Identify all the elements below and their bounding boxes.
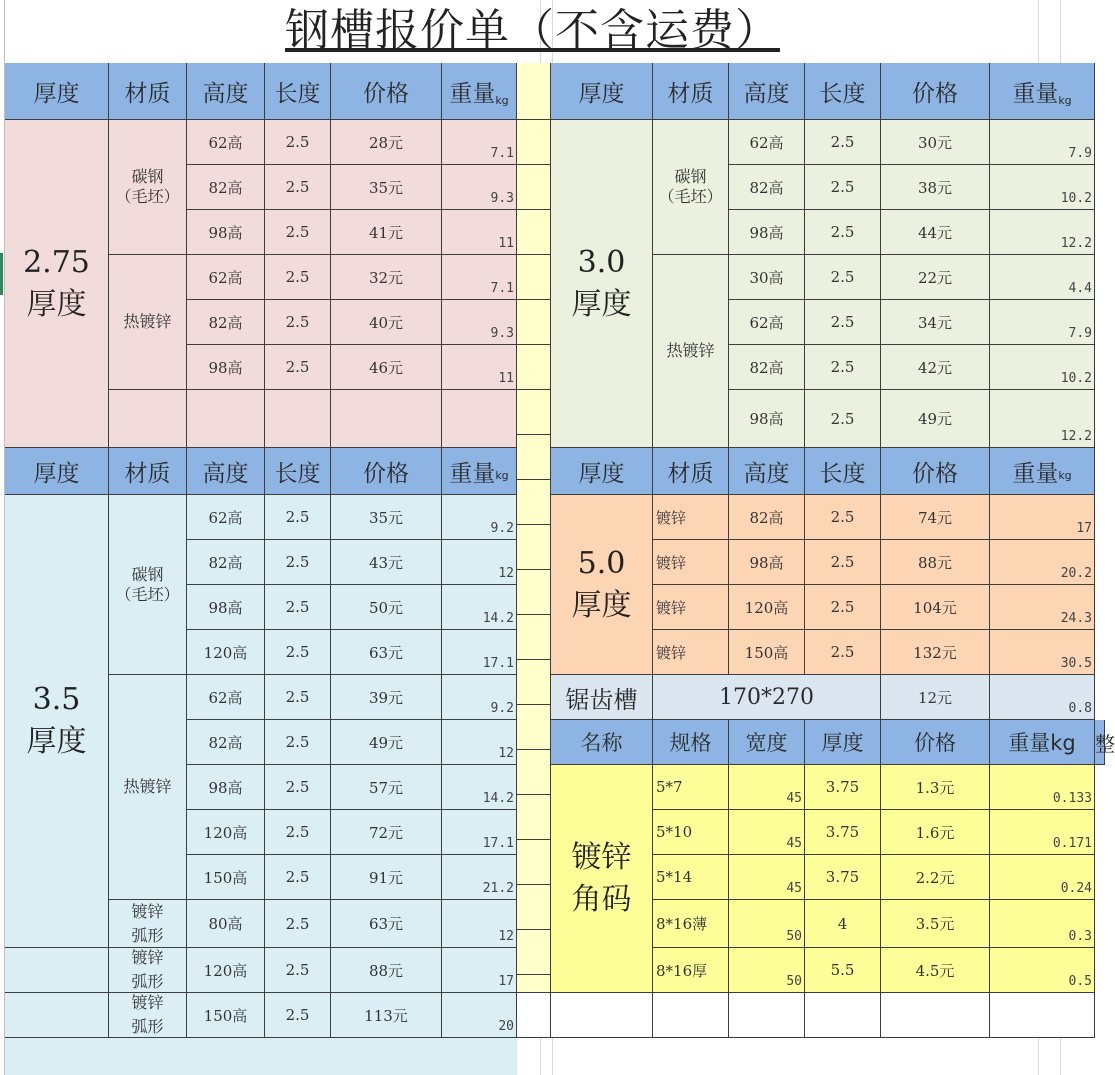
price-cell[interactable]: 42元 — [881, 345, 990, 390]
height-cell[interactable]: 62高 — [729, 300, 805, 345]
length-cell[interactable]: 2.5 — [265, 810, 331, 855]
material-cell[interactable]: 镀锌 弧形 — [109, 900, 187, 948]
price-cell[interactable]: 35元 — [331, 165, 442, 210]
weight-cell[interactable]: 24.3 — [990, 585, 1095, 630]
header-name[interactable]: 名称 — [551, 720, 653, 765]
header-weight[interactable] — [442, 448, 517, 495]
separator-gridline — [517, 479, 551, 480]
weight-cell[interactable]: 12.2 — [990, 390, 1095, 448]
header-height[interactable]: 高度 — [187, 448, 265, 495]
weight-cell[interactable]: 30.5 — [990, 630, 1095, 675]
height-cell[interactable]: 150高 — [729, 630, 805, 675]
length-cell[interactable]: 2.5 — [805, 210, 881, 255]
length-cell[interactable]: 2.5 — [265, 210, 331, 255]
height-cell[interactable]: 82高 — [187, 720, 265, 765]
price-cell[interactable]: 12元 — [881, 675, 990, 720]
separator-gridline — [517, 569, 551, 570]
height-cell[interactable]: 62高 — [187, 120, 265, 165]
spec-cell[interactable]: 5*14 — [653, 855, 729, 900]
header-weight_kg[interactable]: 重量kg — [990, 720, 1095, 765]
header-weight[interactable] — [990, 63, 1095, 120]
weight-cell[interactable]: 0.5 — [990, 948, 1095, 993]
header-weight-unit: kg — [1058, 94, 1072, 107]
price-cell[interactable]: 38元 — [881, 165, 990, 210]
weight-cell[interactable]: 7.1 — [442, 120, 517, 165]
sheet-title: 钢槽报价单（不含运费） — [285, 5, 780, 56]
height-cell[interactable]: 30高 — [729, 255, 805, 300]
weight-cell[interactable]: 17.1 — [442, 630, 517, 675]
material-cell[interactable]: 热镀锌 — [109, 255, 187, 390]
length-cell[interactable]: 2.5 — [265, 495, 331, 540]
weight-cell[interactable]: 10.2 — [990, 345, 1095, 390]
blue-fill-area — [5, 1038, 517, 1075]
length-cell[interactable]: 2.5 — [805, 165, 881, 210]
width-cell[interactable]: 45 — [729, 765, 805, 810]
header-length[interactable]: 长度 — [265, 63, 331, 120]
weight-cell[interactable]: 4.4 — [990, 255, 1095, 300]
price-cell[interactable]: 39元 — [331, 675, 442, 720]
header-length[interactable]: 长度 — [265, 448, 331, 495]
sawtooth-spec[interactable]: 170*270 — [653, 675, 881, 720]
price-cell[interactable]: 32元 — [331, 255, 442, 300]
header-width[interactable]: 宽度 — [729, 720, 805, 765]
separator-gridline — [517, 884, 551, 885]
price-cell[interactable]: 63元 — [331, 630, 442, 675]
weight-cell[interactable]: 0.8 — [990, 675, 1095, 720]
thickness-5-0[interactable]: 5.0 厚度 — [551, 495, 653, 675]
weight-cell[interactable]: 20.2 — [990, 540, 1095, 585]
separator-gridline — [517, 614, 551, 615]
header-height[interactable]: 高度 — [729, 63, 805, 120]
weight-cell[interactable]: 12 — [442, 540, 517, 585]
height-cell[interactable]: 120高 — [187, 948, 265, 993]
header-thickness[interactable]: 厚度 — [805, 720, 881, 765]
length-cell[interactable]: 2.5 — [265, 255, 331, 300]
separator-gridline — [517, 929, 551, 930]
width-cell[interactable]: 50 — [729, 900, 805, 948]
height-cell[interactable]: 80高 — [187, 900, 265, 948]
length-cell[interactable]: 2.5 — [805, 630, 881, 675]
price-cell[interactable]: 88元 — [331, 948, 442, 993]
length-cell[interactable]: 2.5 — [265, 765, 331, 810]
length-cell[interactable]: 2.5 — [265, 165, 331, 210]
spec-cell[interactable]: 5*10 — [653, 810, 729, 855]
price-cell[interactable]: 4.5元 — [881, 948, 990, 993]
price-cell[interactable]: 43元 — [331, 540, 442, 585]
weight-cell[interactable]: 7.9 — [990, 120, 1095, 165]
length-cell[interactable]: 2.5 — [805, 120, 881, 165]
price-cell[interactable]: 91元 — [331, 855, 442, 900]
header-weight-unit: kg — [495, 94, 509, 107]
thickness-cell[interactable]: 4 — [805, 900, 881, 948]
header-price[interactable]: 价格 — [881, 448, 990, 495]
material-cell[interactable]: 镀锌 — [653, 630, 729, 675]
weight-cell[interactable]: 12 — [442, 900, 517, 948]
header-price[interactable]: 价格 — [881, 720, 990, 765]
corner-bracket-name[interactable]: 镀锌 角码 — [551, 765, 653, 993]
empty-cell[interactable] — [551, 993, 653, 1038]
weight-cell[interactable]: 7.9 — [990, 300, 1095, 345]
length-cell[interactable]: 2.5 — [265, 585, 331, 630]
width-cell[interactable]: 45 — [729, 855, 805, 900]
weight-cell[interactable]: 11 — [442, 345, 517, 390]
header-material[interactable]: 材质 — [653, 63, 729, 120]
length-cell[interactable]: 2.5 — [805, 540, 881, 585]
weight-cell[interactable]: 9.3 — [442, 300, 517, 345]
separator-gridline — [517, 119, 551, 120]
header-weight[interactable] — [990, 448, 1095, 495]
weight-cell[interactable]: 20 — [442, 993, 517, 1038]
price-cell[interactable]: 104元 — [881, 585, 990, 630]
height-cell[interactable]: 150高 — [187, 855, 265, 900]
price-cell[interactable]: 22元 — [881, 255, 990, 300]
material-cell[interactable]: 镀锌 弧形 — [109, 993, 187, 1038]
price-cell[interactable]: 1.3元 — [881, 765, 990, 810]
height-cell[interactable]: 120高 — [187, 810, 265, 855]
separator-gridline — [517, 974, 551, 975]
header-weight-label: 重量 — [1012, 80, 1059, 107]
separator-gridline — [517, 209, 551, 210]
price-cell[interactable]: 1.6元 — [881, 810, 990, 855]
separator-column[interactable] — [517, 63, 551, 993]
empty-cell[interactable] — [442, 390, 517, 448]
weight-cell[interactable]: 9.2 — [442, 675, 517, 720]
weight-cell[interactable]: 17 — [990, 495, 1095, 540]
material-cell[interactable]: 热镀锌 — [653, 255, 729, 448]
header-weight[interactable] — [442, 63, 517, 120]
length-cell[interactable]: 2.5 — [265, 120, 331, 165]
empty-cell[interactable] — [990, 993, 1095, 1038]
length-cell[interactable]: 2.5 — [805, 300, 881, 345]
thickness-cell[interactable]: 3.75 — [805, 810, 881, 855]
weight-cell[interactable]: 7.1 — [442, 255, 517, 300]
separator-gridline — [517, 254, 551, 255]
empty-cell[interactable] — [805, 993, 881, 1038]
price-cell[interactable]: 2.2元 — [881, 855, 990, 900]
height-cell[interactable]: 98高 — [187, 585, 265, 630]
separator-gridline — [517, 749, 551, 750]
price-cell[interactable]: 74元 — [881, 495, 990, 540]
length-cell[interactable]: 2.5 — [805, 345, 881, 390]
material-cell[interactable]: 镀锌 — [653, 540, 729, 585]
empty-cell[interactable] — [265, 390, 331, 448]
separator-gridline — [517, 659, 551, 660]
length-cell[interactable]: 2.5 — [265, 300, 331, 345]
empty-cell[interactable] — [331, 390, 442, 448]
material-cell[interactable]: 碳钢 （毛坯） — [653, 120, 729, 255]
spec-cell[interactable]: 8*16厚 — [653, 948, 729, 993]
empty-cell[interactable] — [729, 993, 805, 1038]
weight-cell[interactable]: 10.2 — [990, 165, 1095, 210]
header-weight-unit: kg — [495, 469, 509, 482]
material-cell[interactable]: 镀锌 — [653, 585, 729, 630]
header-weight-label: 重量 — [449, 460, 496, 487]
weight-cell[interactable]: 0.24 — [990, 855, 1095, 900]
height-cell[interactable]: 62高 — [187, 495, 265, 540]
header-height[interactable]: 高度 — [729, 448, 805, 495]
price-cell[interactable]: 113元 — [331, 993, 442, 1038]
spec-cell[interactable]: 8*16薄 — [653, 900, 729, 948]
header-weight-unit: kg — [1058, 469, 1072, 482]
price-cell[interactable]: 132元 — [881, 630, 990, 675]
price-cell[interactable]: 88元 — [881, 540, 990, 585]
separator-gridline — [517, 344, 551, 345]
header-thickness[interactable]: 厚度 — [551, 63, 653, 120]
height-cell[interactable]: 120高 — [187, 630, 265, 675]
weight-cell[interactable]: 14.2 — [442, 765, 517, 810]
height-cell[interactable]: 98高 — [187, 765, 265, 810]
length-cell[interactable]: 2.5 — [265, 900, 331, 948]
price-cell[interactable]: 57元 — [331, 765, 442, 810]
empty-cell[interactable] — [653, 993, 729, 1038]
height-cell[interactable]: 98高 — [729, 210, 805, 255]
price-cell[interactable]: 3.5元 — [881, 900, 990, 948]
header-price[interactable]: 价格 — [331, 448, 442, 495]
cell-selection-marker — [0, 253, 3, 295]
price-cell[interactable]: 63元 — [331, 900, 442, 948]
height-cell[interactable]: 82高 — [187, 300, 265, 345]
price-cell[interactable]: 49元 — [331, 720, 442, 765]
header-price[interactable]: 价格 — [881, 63, 990, 120]
header-material[interactable]: 材质 — [109, 63, 187, 120]
height-cell[interactable]: 82高 — [187, 165, 265, 210]
separator-gridline — [517, 704, 551, 705]
header-height[interactable]: 高度 — [187, 63, 265, 120]
thickness-2-75[interactable]: 2.75 厚度 — [5, 120, 109, 448]
weight-cell[interactable]: 17.1 — [442, 810, 517, 855]
height-cell[interactable]: 82高 — [729, 345, 805, 390]
header-thickness[interactable]: 厚度 — [5, 448, 109, 495]
price-cell[interactable]: 40元 — [331, 300, 442, 345]
header-material[interactable]: 材质 — [109, 448, 187, 495]
price-cell[interactable]: 50元 — [331, 585, 442, 630]
length-cell[interactable]: 2.5 — [805, 585, 881, 630]
header-weight-label: 重量 — [449, 80, 496, 107]
empty-cell[interactable] — [187, 390, 265, 448]
material-cell[interactable]: 热镀锌 — [109, 675, 187, 900]
length-cell[interactable]: 2.5 — [265, 855, 331, 900]
header-material[interactable]: 材质 — [653, 448, 729, 495]
header-length[interactable]: 长度 — [805, 63, 881, 120]
width-cell[interactable]: 50 — [729, 948, 805, 993]
material-cell[interactable]: 镀锌 — [653, 495, 729, 540]
height-cell[interactable]: 62高 — [187, 255, 265, 300]
price-cell[interactable]: 28元 — [331, 120, 442, 165]
separator-gridline — [517, 299, 551, 300]
separator-gridline — [517, 794, 551, 795]
price-cell[interactable]: 30元 — [881, 120, 990, 165]
spec-cell[interactable]: 5*7 — [653, 765, 729, 810]
sawtooth-name[interactable]: 锯齿槽 — [551, 675, 653, 720]
height-cell[interactable]: 150高 — [187, 993, 265, 1038]
material-cell[interactable]: 碳钢 （毛坯） — [109, 495, 187, 675]
price-cell[interactable]: 41元 — [331, 210, 442, 255]
weight-cell[interactable]: 0.133 — [990, 765, 1095, 810]
weight-cell[interactable]: 9.2 — [442, 495, 517, 540]
price-cell[interactable]: 44元 — [881, 210, 990, 255]
header-length[interactable]: 长度 — [805, 448, 881, 495]
weight-cell[interactable]: 11 — [442, 210, 517, 255]
height-cell[interactable]: 98高 — [187, 345, 265, 390]
height-cell[interactable]: 62高 — [187, 675, 265, 720]
height-cell[interactable]: 120高 — [729, 585, 805, 630]
length-cell[interactable]: 2.5 — [265, 675, 331, 720]
thickness-cell[interactable]: 3.75 — [805, 855, 881, 900]
thickness-3-5[interactable]: 3.5 厚度 — [5, 495, 109, 948]
weight-cell[interactable]: 14.2 — [442, 585, 517, 630]
separator-gridline — [517, 434, 551, 435]
length-cell[interactable]: 2.5 — [265, 720, 331, 765]
price-cell[interactable]: 35元 — [331, 495, 442, 540]
weight-cell[interactable]: 12 — [442, 720, 517, 765]
length-cell[interactable]: 2.5 — [805, 255, 881, 300]
thickness-cell[interactable]: 3.75 — [805, 765, 881, 810]
price-cell[interactable]: 34元 — [881, 300, 990, 345]
weight-cell[interactable]: 9.3 — [442, 165, 517, 210]
empty-cell[interactable] — [5, 948, 109, 993]
length-cell[interactable]: 2.5 — [265, 630, 331, 675]
height-cell[interactable]: 98高 — [187, 210, 265, 255]
length-cell[interactable]: 2.5 — [265, 345, 331, 390]
length-cell[interactable]: 2.5 — [265, 993, 331, 1038]
separator-gridline — [517, 389, 551, 390]
length-cell[interactable]: 2.5 — [265, 540, 331, 585]
width-cell[interactable]: 45 — [729, 810, 805, 855]
height-cell[interactable]: 82高 — [187, 540, 265, 585]
header-weight-label: 重量 — [1012, 460, 1059, 487]
height-cell[interactable]: 98高 — [729, 540, 805, 585]
weight-cell[interactable]: 0.171 — [990, 810, 1095, 855]
price-cell[interactable]: 49元 — [881, 390, 990, 448]
length-cell[interactable]: 2.5 — [805, 495, 881, 540]
thickness-cell[interactable]: 5.5 — [805, 948, 881, 993]
material-cell[interactable] — [109, 390, 187, 448]
height-cell[interactable]: 62高 — [729, 120, 805, 165]
header-spec[interactable]: 规格 — [653, 720, 729, 765]
material-cell[interactable]: 碳钢 （毛坯） — [109, 120, 187, 255]
header-cut-char[interactable]: 整 — [1095, 720, 1105, 765]
separator-gridline — [517, 164, 551, 165]
length-cell[interactable]: 2.5 — [265, 948, 331, 993]
separator-gridline — [517, 839, 551, 840]
height-cell[interactable]: 82高 — [729, 165, 805, 210]
weight-cell[interactable]: 0.3 — [990, 900, 1095, 948]
header-price[interactable]: 价格 — [331, 63, 442, 120]
header-thickness[interactable]: 厚度 — [551, 448, 653, 495]
price-cell[interactable]: 72元 — [331, 810, 442, 855]
empty-cell[interactable] — [5, 993, 109, 1038]
empty-cell[interactable] — [517, 993, 551, 1038]
price-cell[interactable]: 46元 — [331, 345, 442, 390]
weight-cell[interactable]: 17 — [442, 948, 517, 993]
header-thickness[interactable]: 厚度 — [5, 63, 109, 120]
empty-cell[interactable] — [881, 993, 990, 1038]
separator-gridline — [517, 524, 551, 525]
weight-cell[interactable]: 21.2 — [442, 855, 517, 900]
height-cell[interactable]: 98高 — [729, 390, 805, 448]
height-cell[interactable]: 82高 — [729, 495, 805, 540]
length-cell[interactable]: 2.5 — [805, 390, 881, 448]
material-cell[interactable]: 镀锌 弧形 — [109, 948, 187, 993]
weight-cell[interactable]: 12.2 — [990, 210, 1095, 255]
thickness-3-0[interactable]: 3.0 厚度 — [551, 120, 653, 448]
